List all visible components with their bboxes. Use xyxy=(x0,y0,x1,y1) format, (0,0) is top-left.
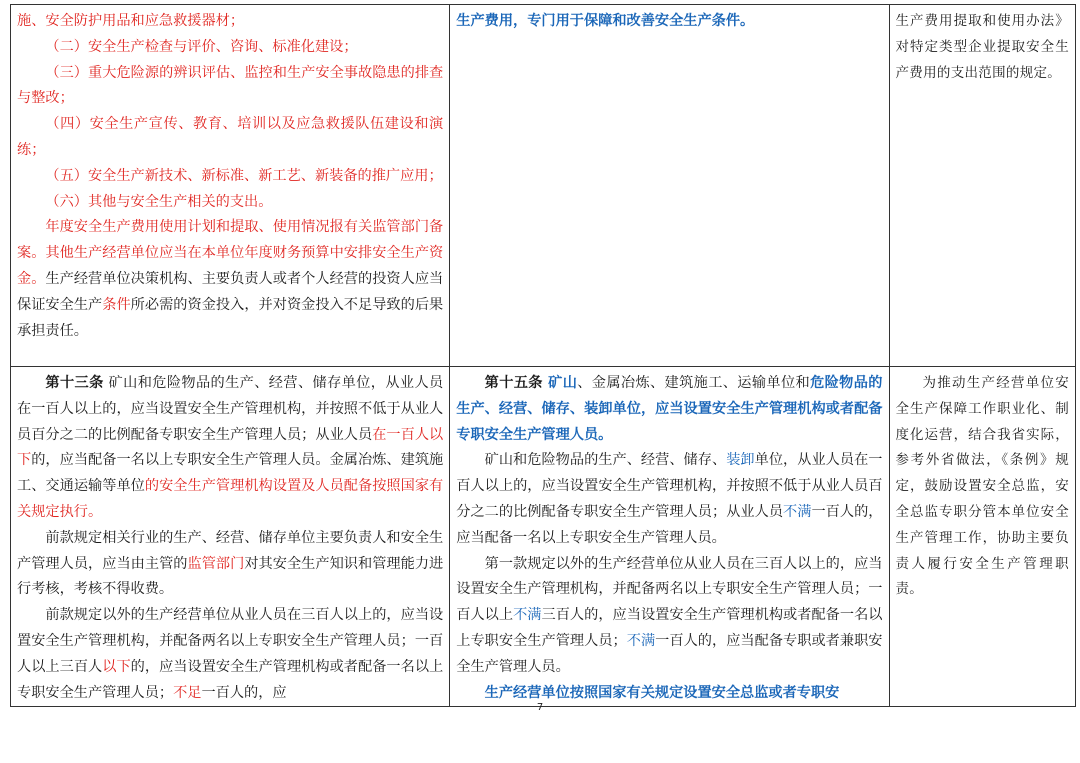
text-run: 条件 xyxy=(102,296,131,313)
text-run: （二）安全生产检查与评价、咨询、标准化建设； xyxy=(45,38,358,55)
text-run: 生产经营单位决策机构、主要负责人或者个人经营的投资人应当保证安全生产 xyxy=(17,270,444,313)
table-row xyxy=(11,367,1076,707)
paragraph xyxy=(896,9,1070,86)
row1-revised-text-cell xyxy=(450,5,889,367)
text-run: 三百人的，应当设置安全生产管理机构或者配备一名以上专职安全生产管理人员； xyxy=(456,607,883,649)
paragraph xyxy=(456,552,882,681)
paragraph xyxy=(17,61,443,113)
paragraph xyxy=(17,603,443,706)
paragraph xyxy=(456,9,882,35)
row2-existing-text-cell xyxy=(11,367,450,707)
paragraph xyxy=(896,371,1070,603)
text-run: 前款规定以外的生产经营单位从业人员在三百人以上的，应当设置安全生产管理机构，并配备两名以上专职安全生产管理人员；一百人以上三百人 xyxy=(17,607,444,675)
text-run: 第十三条 xyxy=(45,375,104,391)
text-run: （六）其他与安全生产相关的支出。 xyxy=(45,193,273,210)
paragraph xyxy=(17,164,443,190)
text-run: 危险物品的生产、经营、储存、装卸单位，应当设置安全生产管理机构或者配备专职安全生产管理人员。 xyxy=(456,375,883,443)
text-run: 装卸 xyxy=(726,452,755,469)
text-run: 一百人的，应当配备专职或者兼职安全生产管理人员。 xyxy=(456,632,883,675)
table-row xyxy=(11,5,1076,367)
text-run: 监管部门 xyxy=(187,555,245,572)
text-run: 单位，从业人员在一百人以上的，应当设置安全生产管理机构，并按照不低于从业人员百分之二的比例配备专职安全生产管理人员；从业人员 xyxy=(456,452,883,520)
paragraph xyxy=(17,526,443,603)
text-run: 的，应当设置安全生产管理机构或者配备一名以上专职安全生产管理人员； xyxy=(17,658,444,701)
text-run: 生产经营单位按照国家有关规定设置安全总监或者专职安 xyxy=(484,684,840,701)
text-run: 年度安全生产费用使用计划和提取、使用情况报有关监管部门备案。其他生产经营单位应当在本单位年度财务预算中安排安全生产资金。 xyxy=(17,219,444,287)
row1-existing-text-cell xyxy=(11,5,450,367)
text-run: 矿山和危险物品的生产、经营、储存单位，从业人员在一百人以上的，应当设置安全生产管理机构，并按照不低于从业人员百分之二的比例配备专职安全生产管理人员；从业人员 xyxy=(17,375,444,443)
text-run: 的，应当配备一名以上专职安全生产管理人员。金属冶炼、建筑施工、交通运输等单位 xyxy=(17,452,444,495)
paragraph xyxy=(456,371,882,448)
text-run: 在一百人以下 xyxy=(17,426,444,469)
paragraph xyxy=(17,371,443,526)
row2-explanation-cell xyxy=(889,367,1076,707)
text-run: 生产费用，专门用于保障和改善安全生产条件。 xyxy=(456,13,755,29)
paragraph xyxy=(17,190,443,216)
text-run: 前款规定相关行业的生产、经营、储存单位主要负责人和安全生产管理人员，应当由主管的 xyxy=(17,529,444,572)
text-run: 的安全生产管理机构设置及人员配备按照国家有关规定执行。 xyxy=(17,478,444,520)
text-run: 对其安全生产知识和管理能力进行考核，考核不得收费。 xyxy=(17,555,444,598)
text-run: 不足 xyxy=(173,684,202,701)
row2-revised-text-cell xyxy=(450,367,889,707)
text-run: 一百人的，应当配备一名以上专职安全生产管理人员。 xyxy=(456,503,883,546)
text-run: 矿山 xyxy=(542,375,578,391)
text-run: （五）安全生产新技术、新标准、新工艺、新装备的推广应用； xyxy=(45,167,443,184)
paragraph xyxy=(17,215,443,344)
text-run: 生产费用提取和使用办法》对特定类型企业提取安全生产费用的支出范围的规定。 xyxy=(895,13,1069,81)
row1-explanation-cell xyxy=(889,5,1076,367)
text-run: 一百人的，应 xyxy=(201,684,287,701)
text-run: 、金属冶炼、建筑施工、运输单位和 xyxy=(577,375,811,391)
paragraph xyxy=(17,9,443,35)
comparison-table xyxy=(10,4,1076,707)
text-run: 所必需的资金投入，并对资金投入不足导致的后果承担责任。 xyxy=(17,296,444,339)
text-run: （三）重大危险源的辨识评估、监控和生产安全事故隐患的排查与整改； xyxy=(17,64,444,107)
text-run: （四）安全生产宣传、教育、培训以及应急救援队伍建设和演练； xyxy=(17,116,444,158)
text-run: 施、安全防护用品和应急救援器材； xyxy=(17,13,245,29)
paragraph xyxy=(17,112,443,164)
text-run: 不满 xyxy=(783,503,812,520)
paragraph xyxy=(456,448,882,551)
text-run: 第十五条 xyxy=(484,375,543,391)
text-run: 以下 xyxy=(102,658,131,675)
text-run: 矿山和危险物品的生产、经营、储存、 xyxy=(484,452,727,469)
text-run: 不满 xyxy=(513,607,542,624)
text-run: 为推动生产经营单位安全生产保障工作职业化、制度化运营，结合我省实际，参考外省做法，《条例》规定，鼓励设置安全总监，安全总监专职分管本单位安全生产管理工作，协助主要负责人履行安全生产管理职责。 xyxy=(895,375,1069,598)
text-run: 第一款规定以外的生产经营单位从业人员在三百人以上的，应当设置安全生产管理机构，并配备两名以上专职安全生产管理人员；一百人以上 xyxy=(456,555,883,624)
page-number: 7 xyxy=(536,702,544,713)
text-run: 不满 xyxy=(626,632,656,649)
paragraph xyxy=(17,35,443,61)
